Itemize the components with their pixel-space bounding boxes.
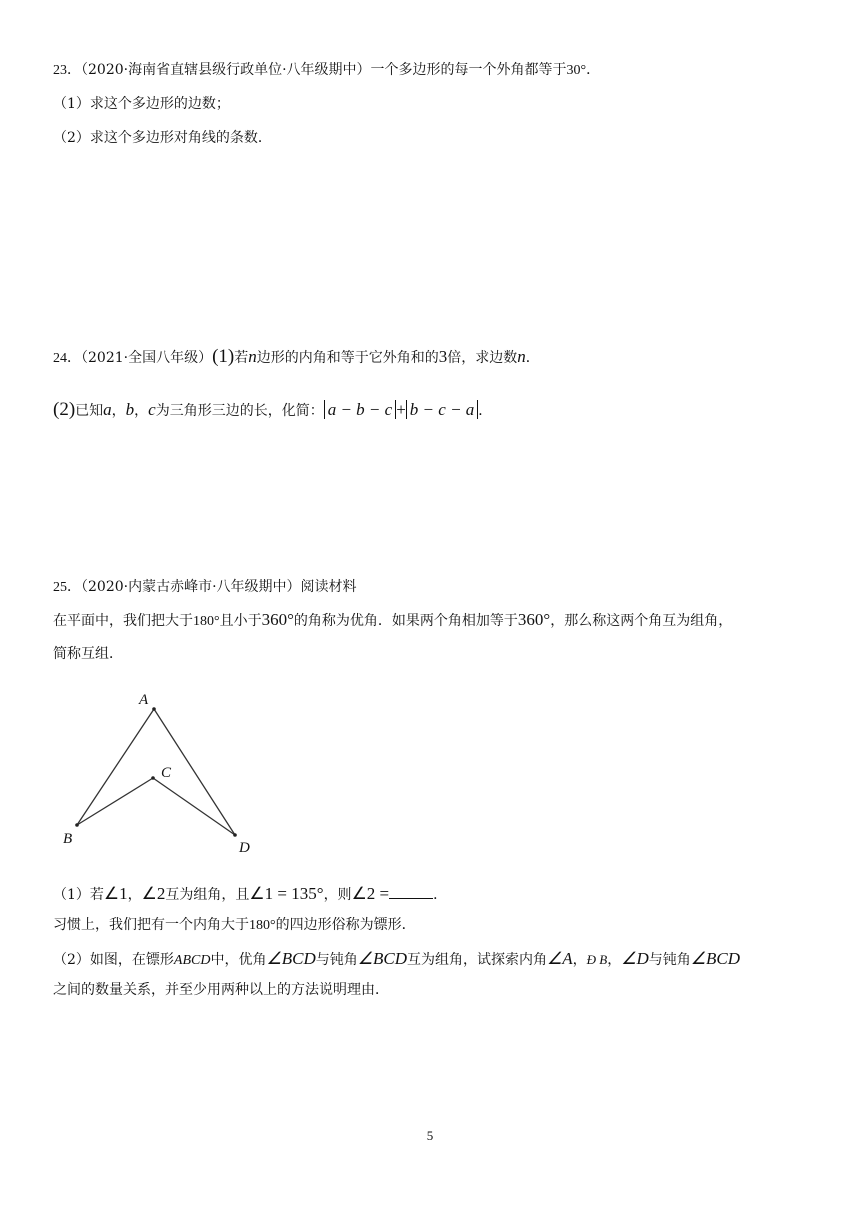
label-b: B xyxy=(63,831,73,847)
q24-sep1: ， xyxy=(111,403,126,419)
q24-p2-b: 为三角形三边的长，化简： xyxy=(155,403,324,419)
q24-source: （2021·全国八年级） xyxy=(81,350,213,366)
q25-p1-c: ，则 xyxy=(323,887,352,903)
q25-source: （2020·内蒙古赤峰市·八年级期中） xyxy=(81,579,301,595)
q23-stem-end: ． xyxy=(586,62,601,78)
q25-m1-d: ，那么称这两个角互为组角， xyxy=(550,613,733,629)
q24-plus: + xyxy=(396,400,406,419)
q24-p1-mark: (1) xyxy=(212,346,235,367)
q24-var-n: n xyxy=(248,347,257,366)
q25-p1-end: ． xyxy=(433,887,448,903)
q25-note-b: 的四边形俗称为镖形． xyxy=(275,917,416,933)
q25-title: 阅读材料 xyxy=(300,579,357,595)
q25-abcd: ABCD xyxy=(173,953,211,968)
q24-p2-a: 已知 xyxy=(75,403,104,419)
q25-eq: ∠1 = 135° xyxy=(249,884,324,903)
q25-m1-c: 的角称为优角．如果两个角相加等于 xyxy=(293,613,518,629)
q24-part2 xyxy=(53,398,492,423)
q25-angle2: ∠2 xyxy=(141,884,166,903)
label-d: D xyxy=(239,840,250,856)
q24-var-n2: n xyxy=(517,347,526,366)
label-c: C xyxy=(161,765,172,781)
q23-stem-text: 一个多边形的每一个外角都等于 xyxy=(370,62,567,78)
q24-p2-end: ． xyxy=(478,403,493,419)
point-d xyxy=(233,833,237,837)
edge-cd xyxy=(153,778,235,835)
q25-angle-d: ∠D xyxy=(621,949,649,968)
q25-part2-line2: 之间的数量关系，并至少用两种以上的方法说明理由． xyxy=(53,982,389,998)
q25-number: 25． xyxy=(53,580,81,595)
q25-p2-e: 与钝角 xyxy=(648,952,691,968)
q24-var-c: c xyxy=(148,400,156,419)
q25-p1-b: 互为组角，且 xyxy=(165,887,250,903)
q23-source: （2020·海南省直辖县级行政单位·八年级期中） xyxy=(81,62,371,78)
point-a xyxy=(152,707,156,711)
q24-three: 3 xyxy=(438,347,448,366)
q25-angle-a: ∠A xyxy=(546,949,573,968)
q25-m1-180: 180° xyxy=(193,614,220,629)
q25-bcd1: ∠BCD xyxy=(266,949,316,968)
q24-p1-b: 边形的内角和等于它外角和的 xyxy=(256,350,439,366)
q25-material-line1 xyxy=(53,608,732,634)
page-number: 5 xyxy=(426,1128,434,1143)
q25-m1-360: 360° xyxy=(261,610,294,629)
q25-angle1: ∠1 xyxy=(103,884,128,903)
q25-note-180: 180° xyxy=(249,918,276,933)
q23-stem xyxy=(53,60,600,81)
q25-m1-b: 且小于 xyxy=(219,613,262,629)
q23-angle: 30° xyxy=(566,63,587,78)
q24-var-b: b xyxy=(125,400,135,419)
q24-p2-mark: (2) xyxy=(53,399,76,420)
q24-p1-c: 倍，求边数 xyxy=(447,350,518,366)
q24-p1-a: 若 xyxy=(234,350,249,366)
q24-var-a: a xyxy=(103,400,112,419)
q25-sep: ， xyxy=(127,887,142,903)
q24-abs1: a − b − c xyxy=(324,400,397,419)
q25-p2-d: 互为组角，试探索内角 xyxy=(406,952,547,968)
q25-sep3: ， xyxy=(572,952,587,968)
point-c xyxy=(151,776,155,780)
q25-part1 xyxy=(53,882,447,907)
label-a: A xyxy=(139,692,149,708)
q25-p2-b: 中，优角 xyxy=(210,952,267,968)
q25-bcd2: ∠BCD xyxy=(357,949,407,968)
answer-blank xyxy=(389,884,433,899)
dart-figure xyxy=(55,688,275,863)
q24-abs2: b − c − a xyxy=(406,400,479,419)
q25-m1: 在平面中，我们把大于 xyxy=(53,613,193,629)
q25-angle-b: Ð B xyxy=(586,952,608,967)
q25-p1-a: （1）若 xyxy=(53,887,104,903)
q25-angle2b: ∠2 = xyxy=(351,884,390,903)
q25-part2-line1 xyxy=(53,947,740,973)
q25-note-a: 习惯上，我们把有一个内角大于 xyxy=(53,917,249,933)
q25-stem xyxy=(53,577,357,598)
q25-p2-c: 与钝角 xyxy=(315,952,358,968)
q25-bcd3: ∠BCD xyxy=(690,949,740,968)
q25-p2-a: （2）如图，在镖形 xyxy=(53,952,174,968)
q23-part1: （1）求这个多边形的边数； xyxy=(53,96,230,112)
q25-material-line2: 简称互组． xyxy=(53,646,123,662)
point-b xyxy=(75,823,79,827)
edge-ab xyxy=(77,709,154,825)
q24-part1 xyxy=(53,345,540,371)
edge-bc xyxy=(77,778,153,825)
q24-number: 24． xyxy=(53,351,81,366)
q25-sep4: ， xyxy=(607,952,622,968)
q24-p1-end: ． xyxy=(525,350,540,366)
q25-m1-360b: 360° xyxy=(517,610,551,629)
q24-sep2: ， xyxy=(134,403,149,419)
q23-part2: （2）求这个多边形对角线的条数． xyxy=(53,130,272,146)
q25-note xyxy=(53,915,416,936)
q23-number: 23． xyxy=(53,63,81,78)
